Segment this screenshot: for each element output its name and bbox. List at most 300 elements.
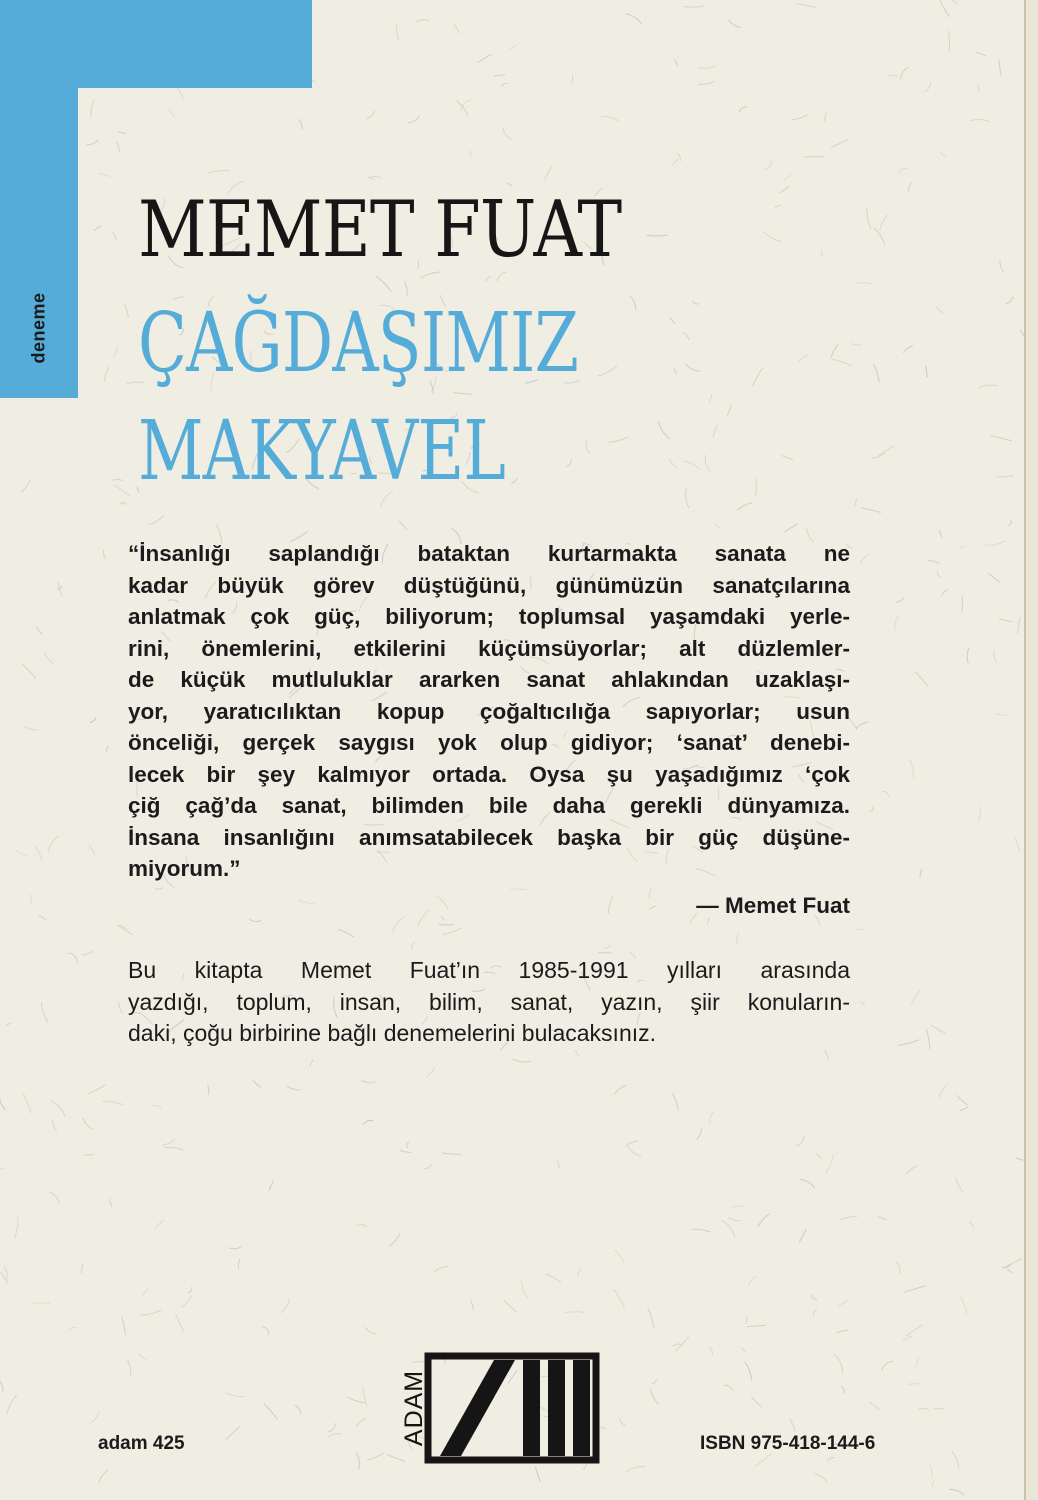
paper-fiber [427, 1068, 435, 1077]
paper-fiber [959, 1107, 968, 1111]
paper-fiber [175, 1314, 183, 1332]
paper-fiber [989, 573, 1001, 582]
paper-fiber [117, 925, 132, 935]
paper-fiber [861, 508, 881, 513]
quote-line: İnsana insanlığını anımsatabilecek başka bir güç düşüne- [128, 824, 850, 850]
paper-fiber [814, 1474, 827, 1483]
paper-fiber [82, 951, 94, 955]
paper-fiber [1004, 1259, 1022, 1268]
paper-fiber [363, 1120, 374, 1125]
paper-fiber [669, 459, 676, 467]
paper-fiber [615, 1085, 627, 1094]
paper-fiber [698, 66, 715, 68]
paper-fiber [253, 1080, 261, 1087]
quote-line: kadar büyük görev düştüğünü, günümüzün sanatçılarına [128, 572, 850, 598]
paper-fiber [328, 1433, 342, 1437]
paper-fiber [796, 3, 817, 7]
paper-fiber [855, 283, 873, 285]
paper-fiber [356, 1453, 359, 1470]
paper-fiber [0, 1168, 5, 1177]
paper-fiber [874, 228, 885, 244]
paper-fiber [545, 167, 552, 180]
paper-fiber [878, 446, 894, 456]
paper-fiber [841, 1386, 844, 1394]
paper-fiber [916, 1358, 919, 1368]
paper-fiber [0, 1099, 5, 1110]
paper-fiber [365, 1327, 376, 1333]
paper-fiber [281, 1299, 289, 1313]
paper-fiber [952, 1452, 959, 1468]
paper-fiber [601, 117, 619, 122]
paper-fiber [978, 807, 981, 822]
paper-fiber [477, 54, 491, 62]
paper-fiber [250, 919, 262, 922]
paper-fiber [366, 111, 375, 119]
paper-fiber [837, 1330, 849, 1333]
paper-fiber [598, 366, 617, 376]
paper-fiber [997, 476, 1013, 477]
logo-slash [440, 1360, 515, 1456]
paper-fiber [930, 1465, 932, 1478]
paper-fiber [208, 171, 230, 174]
paper-fiber [691, 1229, 710, 1232]
paper-fiber [264, 1403, 278, 1419]
paper-fiber [119, 1001, 123, 1013]
paper-fiber [674, 368, 677, 374]
paper-fiber [287, 1086, 300, 1090]
paper-fiber [855, 929, 863, 930]
author-name: MEMET FUAT [138, 185, 622, 275]
paper-fiber [831, 345, 838, 359]
paper-fiber [816, 1154, 821, 1158]
paper-fiber [98, 173, 111, 177]
paper-fiber [390, 1234, 401, 1247]
paper-fiber [799, 1229, 806, 1242]
isbn-number: ISBN 975-418-144-6 [700, 1433, 876, 1454]
paper-fiber [999, 619, 1013, 622]
paper-fiber [882, 792, 889, 797]
paper-fiber [941, 0, 957, 5]
paper-fiber [971, 119, 990, 121]
paper-fiber [910, 759, 914, 778]
paper-fiber [648, 1308, 654, 1328]
paper-fiber [990, 436, 1011, 441]
paper-fiber [698, 81, 715, 85]
paper-fiber [90, 717, 96, 722]
paper-fiber [647, 235, 668, 236]
paper-fiber [36, 626, 42, 634]
quote-line: önceliği, gerçek saygısı yok olup gidiyor; ‘sanat’ denebi- [128, 730, 850, 755]
book-description [128, 955, 850, 1050]
paper-fiber [208, 1084, 209, 1095]
paper-fiber [926, 1029, 929, 1049]
paper-fiber [82, 1264, 84, 1275]
paper-fiber [747, 1325, 766, 1327]
paper-fiber [630, 296, 636, 310]
paper-fiber [908, 182, 911, 191]
paper-fiber [575, 1050, 580, 1057]
paper-fiber [122, 1317, 126, 1335]
paper-fiber [949, 1489, 964, 1495]
quote-line: rini, önemlerini, etkilerini küçümsüyorlar; alt düzlemler- [128, 635, 850, 661]
paper-fiber [755, 1454, 772, 1467]
paper-fiber [118, 132, 125, 134]
paper-fiber [44, 653, 54, 664]
quote-line: de küçük mutluluklar ararken sanat ahlakından uzaklaşı- [128, 667, 850, 692]
paper-fiber [672, 1093, 678, 1111]
paper-fiber [416, 20, 428, 22]
paper-fiber [441, 916, 445, 920]
paper-fiber [758, 1214, 769, 1227]
paper-fiber [103, 550, 105, 559]
paper-fiber [105, 367, 109, 382]
logo-bar-3 [573, 1360, 590, 1456]
paper-fiber [650, 1388, 658, 1404]
paper-fiber [328, 1423, 336, 1432]
paper-fiber [673, 1344, 682, 1346]
paper-fiber [295, 1405, 301, 1414]
paper-fiber [785, 524, 798, 532]
paper-fiber [939, 0, 950, 17]
paper-fiber [442, 1153, 461, 1155]
paper-fiber [821, 250, 822, 257]
paper-fiber [565, 1312, 585, 1313]
paper-fiber [557, 1161, 560, 1168]
paper-fiber [503, 128, 511, 139]
paper-fiber [1000, 260, 1004, 272]
paper-fiber [114, 485, 130, 496]
paper-fiber [627, 1146, 642, 1157]
paper-fiber [796, 1136, 804, 1146]
paper-fiber [262, 1327, 269, 1335]
paper-fiber [739, 107, 747, 112]
paper-fiber [583, 1464, 587, 1470]
paper-fiber [924, 82, 931, 92]
paper-fiber [673, 159, 678, 165]
paper-fiber [393, 917, 405, 933]
paper-fiber [870, 1402, 880, 1410]
paper-fiber [33, 1303, 50, 1304]
paper-fiber [310, 1060, 313, 1067]
paper-fiber [49, 1192, 59, 1204]
paper-fiber [453, 393, 472, 395]
paper-fiber [931, 1025, 945, 1033]
paper-fiber [155, 1221, 163, 1230]
paper-fiber [615, 1250, 625, 1263]
paper-fiber [753, 367, 764, 386]
paper-fiber [997, 714, 1007, 716]
paper-fiber [6, 1022, 11, 1025]
paper-fiber [357, 1418, 367, 1426]
paper-fiber [1018, 617, 1021, 634]
paper-fiber [417, 910, 428, 927]
paper-fiber [939, 1084, 947, 1098]
paper-fiber [625, 1466, 645, 1472]
series-label: deneme [28, 292, 49, 364]
paper-fiber [928, 561, 940, 564]
paper-fiber [682, 332, 689, 340]
paper-fiber [705, 455, 710, 472]
paper-fiber [99, 1471, 108, 1483]
paper-fiber [967, 648, 969, 664]
paper-fiber [728, 1218, 740, 1221]
paper-fiber [7, 1395, 17, 1415]
paper-fiber [683, 461, 700, 469]
paper-fiber [790, 1419, 795, 1432]
paper-fiber [168, 109, 174, 117]
quote-attribution: — Memet Fuat [696, 893, 850, 918]
paper-fiber [939, 530, 942, 537]
paper-fiber [895, 598, 903, 603]
paper-fiber [737, 503, 753, 511]
paper-fiber [471, 1301, 473, 1311]
paper-fiber [826, 1154, 834, 1174]
paper-fiber [112, 233, 116, 240]
paper-fiber [1007, 1269, 1012, 1273]
paper-fiber [782, 456, 793, 460]
paper-fiber [692, 301, 698, 304]
paper-fiber [784, 174, 792, 181]
paper-fiber [238, 1259, 239, 1269]
paper-fiber [751, 1397, 762, 1408]
paper-fiber [926, 365, 928, 377]
paper-fiber [141, 1310, 162, 1315]
quote-line: lecek bir şey kalmıyor ortada. Oysa şu yaşadığımız ‘çok [128, 761, 850, 787]
paper-fiber [162, 1139, 175, 1145]
paper-fiber [724, 1385, 733, 1391]
quote-line: yor, yaratıcılıktan kopup çoğaltıcılığa sapıyorlar; usun [128, 698, 850, 724]
paper-fiber [978, 385, 998, 388]
paper-fiber [748, 1276, 755, 1285]
paper-fiber [697, 1127, 702, 1139]
paper-fiber [347, 1397, 365, 1402]
paper-fiber [728, 20, 740, 28]
paper-fiber [229, 1246, 242, 1249]
paper-fiber [881, 1361, 893, 1371]
paper-fiber [860, 555, 869, 563]
paper-fiber [361, 1081, 375, 1083]
paper-fiber [513, 1059, 532, 1062]
paper-fiber [1016, 1158, 1025, 1161]
paper-fiber [566, 459, 571, 466]
paper-fiber [908, 1384, 919, 1385]
paper-fiber [298, 119, 302, 129]
paper-fiber [124, 304, 128, 316]
paper-fiber [545, 1274, 561, 1282]
paper-fiber [226, 1426, 241, 1440]
paper-fiber [895, 616, 898, 630]
paper-fiber [1020, 330, 1024, 343]
description-line: Bu kitapta Memet Fuat’ın 1985-1991 yılları arasında [128, 957, 850, 983]
paper-fiber [934, 1408, 945, 1409]
paper-fiber [956, 1178, 963, 1193]
logo-bar-1 [523, 1360, 540, 1456]
paper-fiber [23, 1093, 31, 1113]
paper-fiber [357, 1225, 368, 1227]
book-title-line-1: ÇAĞDAŞIMIZ [138, 296, 579, 391]
paper-fiber [985, 541, 1005, 545]
paper-fiber [151, 1106, 162, 1109]
paper-fiber [852, 343, 862, 345]
paper-fiber [935, 306, 943, 313]
paper-fiber [494, 75, 506, 76]
paper-fiber [856, 722, 869, 730]
paper-fiber [269, 1181, 273, 1191]
paper-fiber [510, 45, 517, 49]
paper-fiber [813, 1309, 817, 1316]
paper-fiber [15, 850, 27, 856]
paper-fiber [957, 1095, 968, 1105]
paper-fiber [831, 139, 849, 147]
paper-fiber [117, 142, 120, 152]
paper-fiber [83, 1118, 92, 1130]
paper-fiber [120, 925, 127, 929]
paper-fiber [906, 1325, 923, 1336]
paper-fiber [746, 1317, 747, 1324]
paper-fiber [775, 205, 780, 209]
paper-fiber [800, 1179, 815, 1188]
paper-fiber [30, 895, 32, 905]
paper-fiber [442, 928, 461, 935]
paper-fiber [960, 1297, 966, 1314]
paper-fiber [834, 1355, 843, 1374]
paper-fiber [112, 480, 123, 481]
paper-fiber [658, 421, 670, 439]
paper-fiber [716, 523, 721, 527]
paper-fiber [838, 1300, 847, 1305]
paper-fiber [878, 1217, 887, 1221]
paper-fiber [609, 437, 629, 442]
quote-line: anlatmak çok güç, biliyorum; toplumsal yaşamdaki yerle- [128, 604, 850, 629]
paper-fiber [69, 1328, 77, 1332]
paper-fiber [899, 1040, 920, 1046]
paper-fiber [86, 140, 98, 145]
paper-fiber [874, 364, 880, 383]
paper-fiber [188, 1287, 192, 1292]
paper-fiber [732, 1206, 743, 1207]
paper-fiber [710, 1347, 713, 1356]
paper-fiber [764, 232, 782, 241]
paper-fiber [38, 915, 46, 920]
paper-fiber [620, 1419, 626, 1426]
paper-fiber [765, 160, 772, 170]
paper-fiber [148, 516, 163, 524]
paper-fiber [120, 503, 127, 505]
paper-fiber [399, 521, 408, 530]
paper-fiber [756, 479, 757, 496]
paper-fiber [977, 52, 987, 56]
series-number: adam 425 [98, 1433, 185, 1454]
paper-fiber [578, 1269, 581, 1277]
paper-fiber [434, 1267, 448, 1272]
paper-fiber [510, 889, 526, 890]
quote-line: çiğ çağ’da sanat, bilimden bile daha gerekli dünyamıza. [128, 793, 850, 818]
paper-fiber [42, 1002, 48, 1023]
paper-fiber [911, 990, 920, 1004]
paper-fiber [15, 1217, 18, 1237]
paper-fiber [535, 1467, 540, 1482]
paper-fiber [182, 1296, 192, 1307]
paper-fiber [69, 953, 78, 963]
paper-fiber [903, 1336, 913, 1342]
paper-fiber [367, 1453, 383, 1460]
paper-fiber [896, 1262, 900, 1274]
paper-fiber [91, 99, 94, 118]
paper-fiber [901, 67, 909, 81]
paper-fiber [798, 355, 807, 361]
paper-fiber [176, 87, 183, 99]
paper-fiber [408, 116, 420, 123]
paper-fiber [521, 1280, 528, 1299]
paper-fiber [23, 726, 36, 730]
paper-fiber [454, 24, 459, 33]
paper-fiber [1009, 520, 1012, 526]
paper-fiber [977, 85, 979, 92]
paper-fiber [825, 113, 827, 122]
paper-fiber [855, 498, 858, 506]
adam-publisher-logo [398, 1352, 600, 1464]
paper-fiber [298, 900, 314, 903]
paper-fiber [713, 425, 718, 437]
paper-fiber [903, 345, 912, 352]
paper-fiber [674, 59, 678, 65]
book-title-line-2: MAKYAVEL [138, 404, 506, 499]
paper-fiber [586, 439, 590, 453]
paper-fiber [53, 1120, 57, 1131]
paper-fiber [792, 115, 808, 120]
paper-fiber [727, 405, 731, 416]
paper-fiber [51, 1101, 65, 1116]
paper-fiber [915, 672, 928, 687]
paper-fiber [932, 1481, 934, 1487]
paper-fiber [102, 1101, 123, 1105]
paper-fiber [110, 1199, 113, 1207]
paper-fiber [48, 836, 58, 852]
paper-fiber [113, 346, 117, 357]
paper-fiber [827, 1457, 835, 1461]
paper-fiber [811, 1295, 817, 1300]
paper-fiber [338, 929, 354, 937]
paper-fiber [376, 276, 392, 292]
paper-fiber [669, 318, 675, 324]
paper-fiber [164, 1148, 183, 1151]
paper-fiber [686, 364, 700, 371]
paper-fiber [127, 1360, 130, 1377]
paper-fiber [138, 1354, 148, 1361]
paper-fiber [94, 226, 101, 231]
paper-fiber [501, 83, 507, 87]
paper-fiber [686, 488, 689, 508]
paper-fiber [832, 359, 851, 366]
paper-fiber [469, 150, 472, 156]
paper-fiber [1006, 297, 1014, 304]
paper-fiber [907, 1165, 918, 1174]
paper-fiber [89, 1085, 106, 1094]
paper-fiber [869, 807, 873, 812]
paper-fiber [486, 277, 490, 282]
paper-fiber [572, 75, 573, 83]
paper-fiber [436, 896, 448, 909]
paper-fiber [35, 847, 42, 861]
paper-fiber [626, 1141, 638, 1146]
paper-fiber [155, 888, 162, 889]
paper-fiber [400, 1150, 412, 1153]
paper-fiber [888, 75, 898, 77]
logo-wordmark: ADAM [400, 1369, 428, 1447]
paper-fiber [225, 1393, 244, 1397]
paper-fiber [949, 31, 950, 52]
paper-fiber [439, 924, 454, 925]
